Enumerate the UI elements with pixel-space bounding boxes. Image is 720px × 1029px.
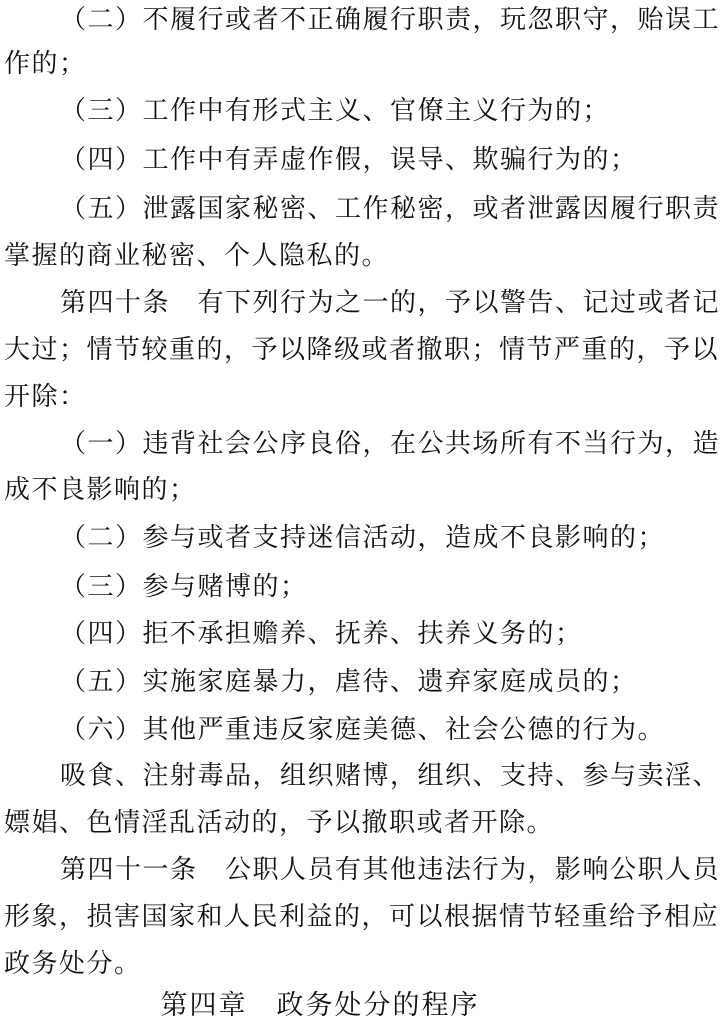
- text-line: （六）其他严重违反家庭美德、社会公德的行为。: [60, 715, 666, 745]
- text-line: 作的；: [4, 49, 87, 79]
- text-line: 形象，损害国家和人民利益的，可以根据情节轻重给予相应: [4, 902, 720, 932]
- text-line: 大过；情节较重的，予以降级或者撤职；情节严重的，予以: [4, 335, 720, 365]
- text-line: 第四十一条 公职人员有其他违法行为，影响公职人员: [60, 855, 720, 885]
- text-line: 开除：: [4, 382, 87, 412]
- text-line: 成不良影响的；: [4, 475, 197, 505]
- text-line: （四）工作中有弄虚作假，误导、欺骗行为的；: [60, 145, 638, 175]
- text-line: （四）拒不承担赡养、抚养、扶养义务的；: [60, 619, 583, 649]
- text-line: （三）工作中有形式主义、官僚主义行为的；: [60, 96, 611, 126]
- text-line: （二）参与或者支持迷信活动，造成不良影响的；: [60, 523, 666, 553]
- text-line: 第四十条 有下列行为之一的，予以警告、记过或者记: [60, 288, 720, 318]
- text-line: （三）参与赌博的；: [60, 572, 308, 602]
- text-line: （五）泄露国家秘密、工作秘密，或者泄露因履行职责: [60, 194, 720, 224]
- text-line: （五）实施家庭暴力，虐待、遗弃家庭成员的；: [60, 667, 638, 697]
- text-line: 嫖娼、色情淫乱活动的，予以撤职或者开除。: [4, 808, 555, 838]
- chapter-heading: 第四章 政务处分的程序: [160, 990, 480, 1021]
- text-line: （二）不履行或者不正确履行职责，玩忽职守，贻误工: [60, 5, 720, 35]
- text-line: 吸食、注射毒品，组织赌博，组织、支持、参与卖淫、: [60, 761, 720, 791]
- text-line: （一）违背社会公序良俗，在公共场所有不当行为，造: [60, 429, 720, 459]
- text-line: 政务处分。: [4, 949, 142, 979]
- text-line: 掌握的商业秘密、个人隐私的。: [4, 241, 390, 271]
